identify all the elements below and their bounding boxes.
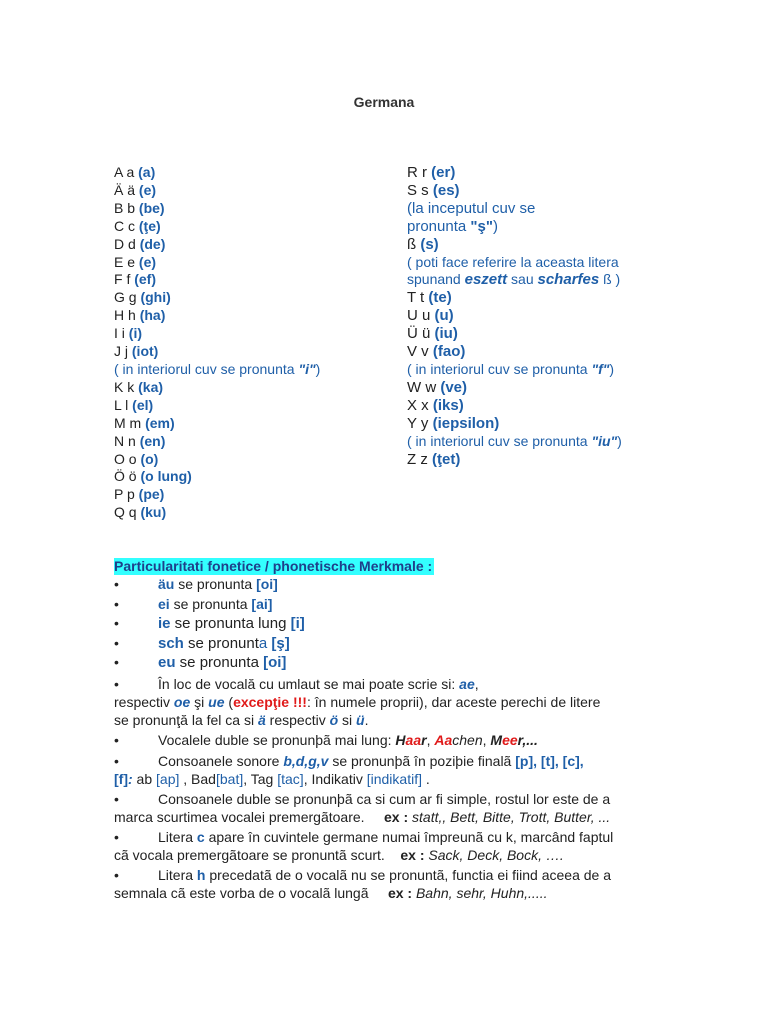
letter-row [114,468,374,486]
digraph-ei: ei [158,595,170,612]
bullet-dot: • [114,829,119,845]
letter-row [114,164,374,182]
rule-text: Litera [158,829,197,845]
eszett-note-close: ß ) [599,271,621,288]
letter: U u [407,307,431,325]
comma: , [474,675,479,692]
example: , Tag [243,771,278,787]
letter-row [407,182,697,200]
letter: N n [114,432,136,449]
pronunciation: (ţe) [138,217,161,234]
umlaut-text: : în numele proprii), dar aceste perechi de litere [306,693,601,710]
list-item-letter-h [114,866,654,902]
eszett-pron: (s) [420,235,439,253]
pronunciation: (ha) [139,307,166,324]
letter: A a [114,164,135,180]
letter: S s [407,181,429,199]
list-item [114,575,654,595]
word-part: r,... [517,731,538,748]
letter: Q q [114,504,137,521]
scharfes-word: scharfes [537,271,600,289]
ipa-ptcf: [p], [t], [c], [515,753,584,769]
rule-text: se pronunta [175,654,264,671]
rule-text: se pronunþã în poziþie finalã [328,753,516,769]
s-note-line2: pronunta [407,217,471,235]
letter-row [114,289,374,307]
letter: H h [114,307,136,324]
pronunciation: (er) [431,164,456,181]
eszett-note-line1: ( poti face referire la aceasta litera [407,253,619,270]
s-note [407,200,697,236]
oe: oe [173,693,191,710]
ex-label: ex : [400,847,429,863]
word-part: chen [452,731,483,748]
page-title: Germana [353,94,415,110]
letter-row [114,504,374,522]
example: , Bad [179,771,216,787]
z-pron: (ţet) [432,450,461,468]
pronunciation: (a) [138,164,156,180]
pronunciation: (o lung) [140,468,192,485]
pronunciation: (ef) [134,271,157,288]
phonetic-section [114,558,654,902]
letter-row [114,433,374,451]
s-note-quote: "ş" [470,217,493,235]
pronunciation: (ve) [440,378,468,396]
list-item-double-vowels [114,731,654,751]
ipa-ai: [ai] [251,595,273,612]
letter-row [407,343,697,361]
rule-text: apare în cuvintele germane numai împreunã cu k, marcând faptul [204,829,614,845]
letter: M m [114,414,142,431]
letter-row [114,218,374,236]
letter-row-eszett [407,236,697,254]
ex-label: ex : [387,885,416,901]
umlaut-text: În loc de vocală cu umlaut se mai poate scrie si: [158,675,460,692]
bullet-dot: • [114,576,119,592]
z-letter: Z z [407,450,428,468]
eszett-word: eszett [464,271,508,289]
bullet-dot: • [114,867,119,883]
pronunciation: (em) [145,414,175,431]
bullet-dot: • [114,595,119,612]
list-item [114,653,654,673]
v-note-close: ) [609,360,615,377]
list-item-umlaut [114,675,654,729]
letter: Ü ü [407,325,431,343]
exceptie: excepţie !!! [233,693,307,710]
bullet-dot: • [114,675,119,692]
letter-row [114,254,374,272]
y-note-quote: "iu" [591,432,618,449]
rule-text: Vocalele duble se pronunþã mai lung: [158,731,396,748]
rule-text: se pronunta [169,595,252,612]
o-umlaut: ö [329,711,339,728]
ipa-oi: [oi] [263,654,287,671]
pronunciation: (el) [132,396,154,413]
eszett-note-pre: spunand [407,271,465,288]
bullet-dot: • [114,634,119,651]
section-heading: Particularitati fonetice / phonetische Merkmale : [114,558,433,574]
pronunciation: (te) [428,289,452,307]
digraph-au: äu [158,576,175,592]
pronunciation: (o) [140,450,159,467]
pronunciation: (en) [139,432,166,449]
rule-text: cã vocala premergãtoare se pronuntã scurt. [114,847,401,863]
letter-row [114,486,374,504]
umlaut-text: se pronunţă la fel ca si [114,711,258,728]
letter: W w [407,378,437,396]
rule-text: Litera [158,867,197,883]
pronunciation: (e) [138,181,157,198]
bullet-dot: • [114,753,119,769]
v-note-quote: "f" [591,360,610,377]
letter-row [114,379,374,397]
bullet-dot: • [114,791,119,807]
letter: C c [114,217,135,234]
list-item [114,634,654,654]
letter: Ä ä [114,181,136,198]
letter-row [114,271,374,289]
pronunciation: (ka) [138,378,164,395]
letter: R r [407,164,427,181]
letter: Y y [407,414,429,432]
bullet-dot: • [114,654,119,670]
examples: statt,, Bett, Bitte, Trott, Butter, ... [412,809,611,825]
rule-text: Consoanele sonore [158,753,284,769]
eszett-note [407,254,697,290]
bullet-dot: • [114,731,119,748]
y-note [407,433,697,451]
s-note-close: ) [492,217,498,235]
pronunciation: (i) [128,325,142,342]
pronunciation: (pe) [138,486,165,503]
letter-row [114,397,374,415]
letter: J j [114,343,128,360]
double-aa: Aa [434,731,453,748]
letter: O o [114,450,137,467]
letter-c: c [196,829,205,845]
pronunciation: (ghi) [140,289,171,306]
examples: Bahn, sehr, Huhn,..... [415,885,548,901]
letter-row [407,325,697,343]
y-note-text: ( in interiorul cuv se pronunta [407,432,592,449]
j-note-text: ( in interiorul cuv se pronunta [114,360,299,377]
list-item-letter-c [114,828,654,864]
ue: ue [208,693,225,710]
v-note-text: ( in interiorul cuv se pronunta [407,360,592,377]
ipa: [bat] [215,771,244,787]
letter: G g [114,289,137,306]
letter-row [114,415,374,433]
rule-text: precedatã de o vocalã nu se pronuntã, functia ei fiind aceea de a [205,867,611,883]
sep: , [482,731,491,748]
pronunciation: (fao) [432,343,466,361]
letter-row [407,307,697,325]
letter: T t [407,289,425,307]
pronunciation: (iot) [131,343,159,360]
rule-text: se pronunta lung [170,615,291,632]
letter: B b [114,199,136,216]
ex-label: ex : [384,809,413,825]
example: ab [132,771,157,787]
letter-row [407,415,697,433]
word-part: H [395,731,406,748]
umlaut-text: si [338,711,357,728]
pronunciation: (es) [432,181,460,199]
ipa: [tac] [277,771,304,787]
examples: Sack, Deck, Bock, …. [428,847,564,863]
letter-row [407,164,697,182]
pronunciation: (de) [139,235,166,252]
paren: ( [224,693,234,710]
digraph-eu: eu [158,654,176,671]
pronunciation: (iepsilon) [432,414,500,432]
ipa-i: [i] [290,615,305,632]
letter: Ö ö [114,468,137,485]
letter-row-z [407,451,697,469]
alphabet-right-column [407,164,697,468]
u-umlaut: ü [356,711,365,728]
pronunciation: (be) [138,199,165,216]
umlaut-text: respectiv [114,693,174,710]
letter: F f [114,271,131,288]
umlaut-text: respectiv [265,711,330,728]
letter-row [407,289,697,307]
list-item [114,614,654,634]
alphabet-left-column [114,164,374,522]
ipa-oi: [oi] [256,576,278,592]
word-part: r [421,731,427,748]
letter-row [407,397,697,415]
period: . [364,711,369,728]
rule-text: semnala cã este vorba de o vocalã lungã [114,885,388,901]
example: , Indikativ [303,771,367,787]
rule-text: marca scurtimea vocalei premergãtoare. [114,809,384,825]
pronunciation: (e) [138,253,157,270]
letter-row [114,182,374,200]
s-note-line1: (la inceputul cuv se [407,199,536,217]
letter-row [114,236,374,254]
colon: : [128,771,133,787]
pronunciation: (iks) [432,396,464,414]
letter: D d [114,235,136,252]
bullet-dot: • [114,615,119,631]
double-ee: ee [502,731,518,748]
pronunciation: (iu) [434,325,458,343]
letter: V v [407,343,429,361]
rule-text-a: a [258,634,268,652]
letter-row [114,451,374,469]
letter: P p [114,486,135,503]
letter: L l [114,396,129,413]
double-aa: aa [405,731,422,748]
ipa-sh: [ş] [267,634,290,652]
eszett-letter: ß [407,235,417,253]
digraph-ie: ie [158,615,171,632]
j-note-quote: "i" [298,360,316,377]
ipa-f: [f] [114,771,128,787]
umlaut-text: şi [190,693,209,710]
a-umlaut: ä [257,711,266,728]
trigraph-sch: sch [158,634,184,652]
letter: E e [114,253,136,270]
rule-text: se pronunt [183,634,259,652]
letter-row [114,200,374,218]
ipa: [ap] [156,771,180,787]
rule-text: se pronunta [174,576,257,592]
rule-text: Consoanele duble se pronunþã ca si cum ar fi simple, rostul lor este de a [158,791,611,807]
letter: I i [114,325,125,342]
letter-row [407,379,697,397]
consonants-bdgv: b,d,g,v [283,753,329,769]
sep: , [426,731,435,748]
ae: ae [459,675,475,692]
list-item-double-consonants [114,790,654,826]
j-note [114,361,374,379]
letter-row [114,343,374,361]
v-note [407,361,697,379]
y-note-close: ) [617,432,622,449]
letter-row [114,325,374,343]
eszett-note-mid: sau [507,271,538,288]
pronunciation: (u) [434,307,454,325]
ipa: [indikatif] [366,771,422,787]
j-note-close: ) [315,360,321,377]
pronunciation: (ku) [140,504,167,521]
list-item-sonorant [114,752,654,788]
letter: K k [114,378,135,395]
letter-row [114,307,374,325]
list-item [114,595,654,615]
period: . [421,771,430,787]
letter-h: h [196,867,206,883]
letter: X x [407,396,429,414]
word-part: M [490,731,503,748]
